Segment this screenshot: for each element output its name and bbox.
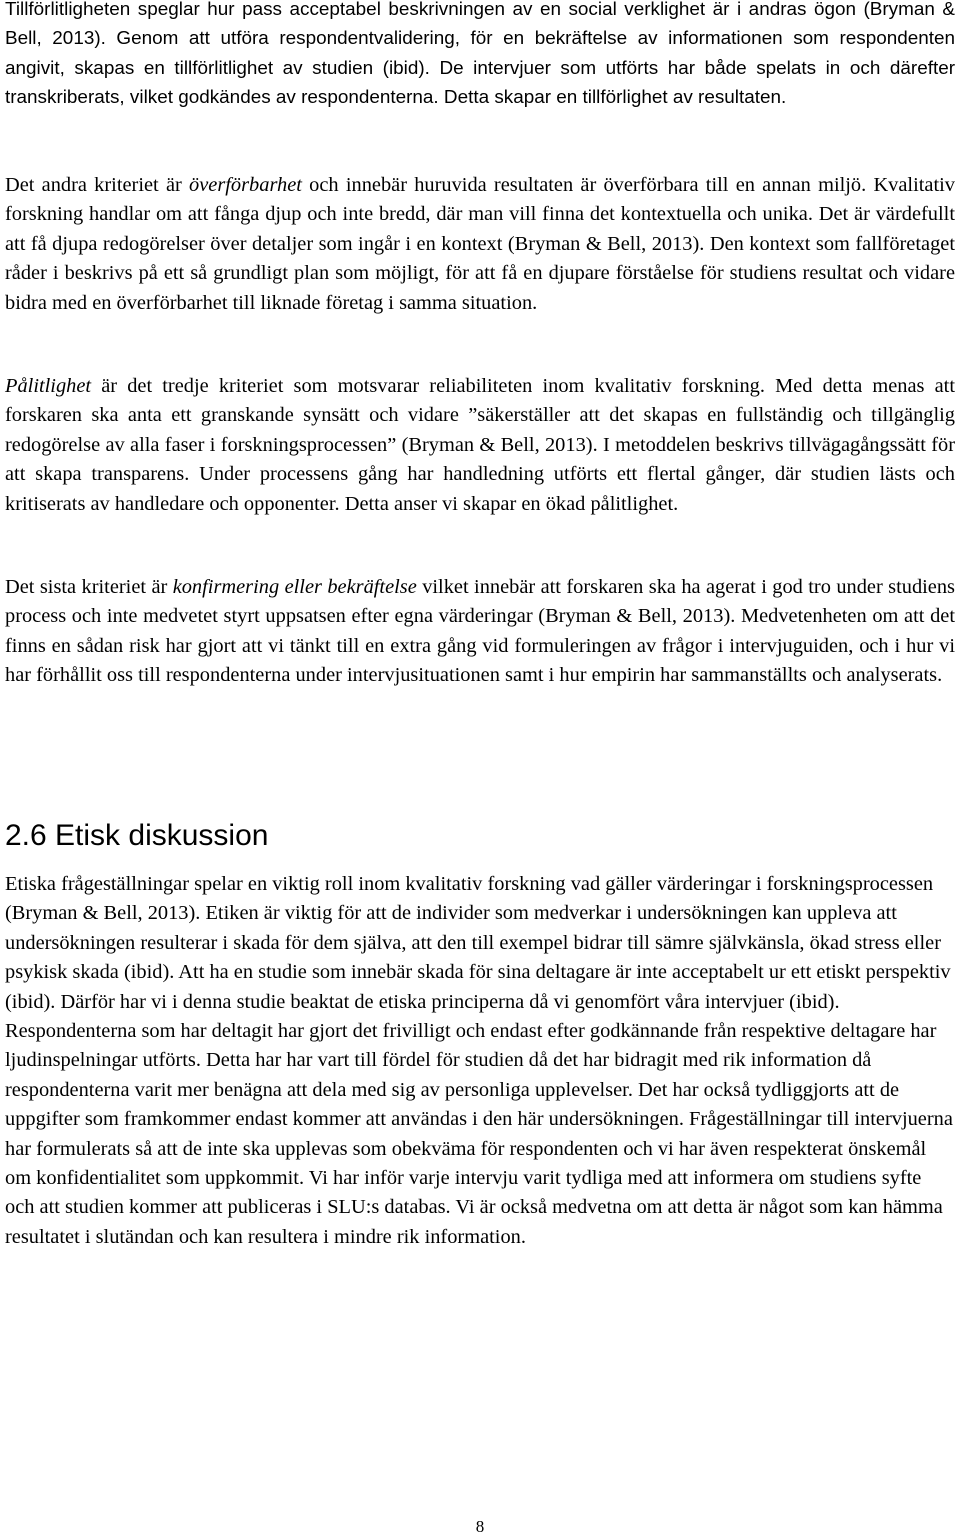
paragraph-intro: Det sista kriteriet är (5, 576, 173, 598)
paragraph-body: vilket innebär att forskaren ska ha agerat i god tro under studiens process och inte medvetet styrt uppsatsen efter egna värderingar (Bryman & Bell, 2013). Medvetenheten om att det finns en sådan risk har gjort att vi tänkt till en extra gång vid formuleringen av frågor i intervjuguiden, och i hur vi har förhållit oss till respondenterna under intervjusituationen samt i hur empirin har sammanställts och analyserats. (5, 576, 955, 687)
term-confirmability: konfirmering eller bekräftelse (172, 576, 417, 598)
paragraph-body: och innebär huruvida resultaten är överförbara till en annan miljö. Kvalitativ forskning handlar om att fånga djup och inte bredd, där man vill finna det kontextuella och unika. Det är värdefullt att få djupa redogörelser över detaljer som ingår i en kontext (Bryman & Bell, 2013). Den kontext som fallföretaget råder i beskrivs på ett så grundligt plan som möjligt, för att få en djupare förståelse för studiens resultat och vidare bidra med en överförbarhet till liknade företag i samma situation. (5, 174, 956, 314)
paragraph-confirmability (5, 573, 955, 691)
paragraph-ethics: Etiska frågeställningar spelar en viktig roll inom kvalitativ forskning vad gäller värderingar i forskningsprocessen (Bryman & Bell, 2013). Etiken är viktig för att de individer som medverkar i undersökningen kan uppleva att undersökningen resulterar i skada för dem själva, att den till exempel bidrar till sämre självkänsla, ökad stress eller psykisk skada (ibid). Att ha en studie som innebär skada för sina deltagare är inte acceptabelt ur ett etiskt perspektiv (ibid). Därför har vi i denna studie beaktat de etiska principerna då vi genomfört våra intervjuer (ibid). Respondenterna som har deltagit har gjort det frivilligt och endast efter godkännande från respektive deltagare har ljudinspelningar utförts. Detta har har vart till fördel för studien då det har bidragit med rik information då respondenterna varit mer benägna att dela med sig av personliga upplevelser. Det har också tydliggjorts att de uppgifter som framkommer endast kommer att användas i den här undersökningen. Frågeställningar till intervjuerna har formulerats så att de inte ska upplevas som obekväma för respondenten och vi har även respekterat önskemål om konfidentialitet som uppkommit. Vi har inför varje intervju varit tydliga med att informera om studiens syfte och att studien kommer att publiceras i SLU:s databas. Vi är också medvetna om att detta är något som kan hämma resultatet i slutändan och kan resultera i mindre rik information. (5, 873, 953, 1248)
paragraph-transferability (5, 171, 955, 318)
section-heading: 2.6 Etisk diskussion (5, 819, 269, 852)
paragraph-body: är det tredje kriteriet som motsvarar reliabiliteten inom kvalitativ forskning. Med detta menas att forskaren ska anta ett granskande synsätt och vidare ”säkerställer att det skapas en fullständig och tillgänglig redogörelse av alla faser i forskningsprocessen” (Bryman & Bell, 2013). I metoddelen beskrivs tillvägagångssätt för att skapa transparens. Under processens gång har handledning utförts ett flertal gånger, där studien lästs och kritiserats av handledare och opponenter. Detta anser vi skapar en ökad pålitlighet. (5, 375, 955, 515)
paragraph-reliability-credibility: Tillförlitligheten speglar hur pass acceptabel beskrivningen av en social verklighet är i andras ögon (Bryman & Bell, 2013). Genom att utföra respondentvalidering, för en bekräftelse av informationen som respondenten angivit, skapas en tillförlitlighet av studien (ibid). De intervjuer som utförts har både spelats in och därefter transkriberats, vilket godkändes av respondenterna. Detta skapar en tillförlighet av resultaten. (5, 0, 955, 109)
term-transferability: överförbarhet (189, 174, 302, 196)
paragraph-dependability (5, 372, 955, 519)
paragraph-intro: Det andra kriteriet är (5, 174, 190, 196)
page-number: 8 (475, 1517, 485, 1536)
term-dependability: Pålitlighet (5, 375, 92, 397)
